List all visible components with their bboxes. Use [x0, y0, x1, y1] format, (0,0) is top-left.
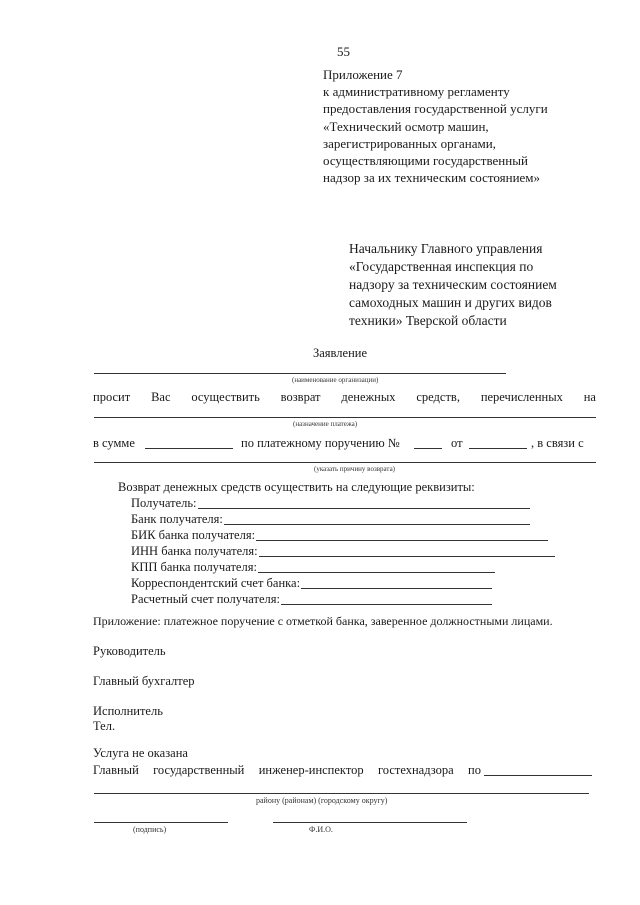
organization-line: [94, 373, 506, 374]
requisite-blank-6: [301, 588, 492, 589]
requisite-blank-4: [259, 556, 555, 557]
signature-line: [94, 822, 228, 823]
inspector-word-2: государственный: [153, 763, 245, 777]
requisite-blank-1: [198, 508, 530, 509]
service-status: Услуга не оказана: [93, 746, 188, 760]
addressee-line-2: «Государственная инспекция по: [349, 259, 534, 274]
appendix-line-4: «Технический осмотр машин,: [323, 118, 489, 134]
date-blank: [469, 448, 527, 449]
requisite-blank-5: [258, 572, 495, 573]
appendix-line-7: надзор за их техническим состоянием»: [323, 170, 541, 186]
attachment-note: Приложение: платежное поручение с отметкой банка, заверенное должностными лицами.: [93, 614, 553, 628]
chief-accountant-label: Главный бухгалтер: [93, 674, 195, 688]
inspector-word-4: гостехнадзора: [377, 763, 454, 777]
requisite-label-7: Расчетный счет получателя:: [131, 592, 280, 606]
date-from-label: от: [451, 436, 463, 450]
requisite-label-6: Корреспондентский счет банка:: [131, 576, 301, 590]
requisite-label-3: БИК банка получателя:: [131, 528, 256, 542]
requisite-blank-2: [224, 524, 530, 525]
document-title: Заявление: [313, 346, 368, 360]
request-sentence: [93, 389, 596, 406]
request-word-7: перечисленных: [480, 390, 563, 404]
district-line: [94, 793, 589, 794]
request-word-5: денежных: [341, 390, 396, 404]
payment-order-label: по платежному поручению №: [241, 436, 400, 450]
request-word-1: просит: [93, 390, 131, 404]
organization-caption: (наименование организации): [292, 376, 379, 384]
appendix-line-2: к административному регламенту: [323, 84, 510, 100]
addressee-line-5: техники» Тверской области: [349, 313, 507, 328]
requisite-blank-7: [281, 604, 492, 605]
inspector-word-3: инженер-инспектор: [258, 763, 364, 777]
page-number: 55: [337, 44, 350, 59]
addressee-line-4: самоходных машин и других видов: [349, 295, 552, 310]
request-word-8: на: [583, 390, 596, 404]
head-label: Руководитель: [93, 644, 166, 658]
district-caption: району (районам) (городскому округу): [256, 796, 388, 805]
requisite-label-5: КПП банка получателя:: [131, 560, 257, 574]
appendix-line-5: зарегистрированных органами,: [323, 135, 496, 151]
full-name-caption: Ф.И.О.: [309, 825, 333, 834]
requisite-blank-3: [256, 540, 548, 541]
inspector-word-5: по: [468, 763, 481, 777]
phone-label: Тел.: [93, 719, 116, 733]
request-word-4: возврат: [280, 390, 321, 404]
requisite-label-1: Получатель:: [131, 496, 197, 510]
appendix-line-3: предоставления государственной услуги: [323, 101, 548, 117]
inspector-blank: [484, 775, 592, 776]
requisite-label-2: Банк получателя:: [131, 512, 223, 526]
appendix-line-1: Приложение 7: [323, 67, 403, 82]
reason-caption: (указать причину возврата): [314, 465, 396, 473]
request-word-6: средств,: [416, 390, 460, 404]
request-word-3: осуществить: [191, 390, 260, 404]
inspector-word-1: Главный: [93, 763, 139, 777]
inspector-line: [93, 762, 481, 779]
appendix-block: [323, 66, 548, 186]
request-word-2: Вас: [151, 390, 171, 404]
addressee-block: [349, 240, 557, 330]
reason-line: [94, 462, 596, 463]
purpose-line: [94, 417, 596, 418]
requisite-label-4: ИНН банка получателя:: [131, 544, 258, 558]
sum-blank: [145, 448, 233, 449]
executor-label: Исполнитель: [93, 704, 163, 718]
addressee-line-3: надзору за техническим состоянием: [349, 277, 557, 292]
sum-label: в сумме: [93, 436, 135, 450]
full-name-line: [273, 822, 467, 823]
order-number-blank: [414, 448, 442, 449]
signature-caption: (подпись): [133, 825, 167, 834]
purpose-caption: (назначение платежа): [293, 420, 358, 428]
addressee-line-1: Начальнику Главного управления: [349, 241, 543, 256]
requisites-intro: Возврат денежных средств осуществить на следующие реквизиты:: [118, 480, 475, 494]
due-to-label: , в связи с: [531, 436, 584, 450]
appendix-line-6: осуществляющими государственный: [323, 153, 528, 169]
